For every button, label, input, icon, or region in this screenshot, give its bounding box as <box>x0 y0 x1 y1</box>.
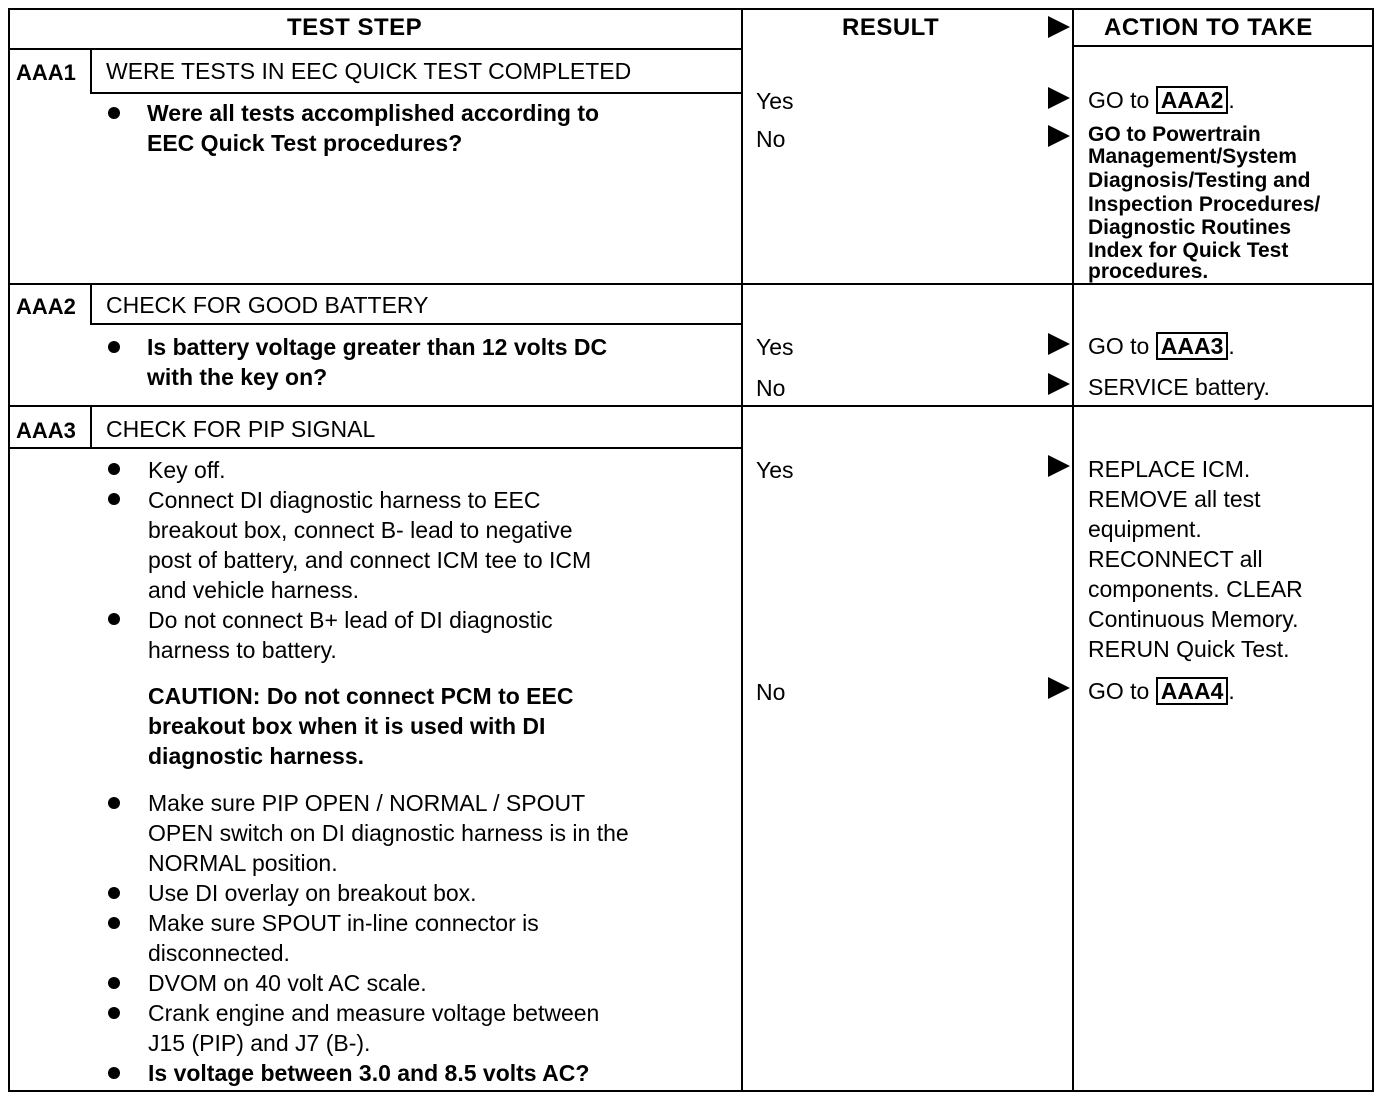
result-arrow-icon <box>1048 677 1070 699</box>
step-id-aaa2: AAA2 <box>16 294 76 319</box>
step-question-aaa1-line2: EEC Quick Test procedures? <box>147 130 463 156</box>
step-aaa3-line-7: harness to battery. <box>148 637 337 663</box>
step-id-aaa3: AAA3 <box>16 418 76 443</box>
step-id-divider-aaa2 <box>90 283 92 325</box>
step-title-aaa2: CHECK FOR GOOD BATTERY <box>106 292 429 318</box>
bullet-icon <box>108 107 120 119</box>
action-aaa2-no: SERVICE battery. <box>1088 374 1270 400</box>
step-aaa3-line-19: J15 (PIP) and J7 (B-). <box>148 1030 371 1056</box>
result-aaa2-no: No <box>756 375 786 401</box>
step-aaa3-line-2: Connect DI diagnostic harness to EEC <box>148 487 541 513</box>
step-ref-aaa2-link[interactable]: AAA2 <box>1156 86 1229 114</box>
step-title-divider-aaa2 <box>90 323 743 325</box>
table-border-top <box>8 8 1374 10</box>
column-divider-result <box>741 8 743 1092</box>
action-aaa3-yes-line5: components. CLEAR <box>1088 576 1303 602</box>
action-aaa3-yes-line4: RECONNECT all <box>1088 546 1263 572</box>
action-aaa1-yes-suffix: . <box>1228 87 1235 113</box>
step-id-divider-aaa3 <box>90 405 92 449</box>
step-ref-aaa4-link[interactable]: AAA4 <box>1156 677 1229 705</box>
step-question-aaa1-line1: Were all tests accomplished according to <box>147 100 600 126</box>
step-aaa3-line-17: DVOM on 40 volt AC scale. <box>148 970 427 996</box>
bullet-icon <box>108 463 120 475</box>
header-action: ACTION TO TAKE <box>1104 14 1313 41</box>
bullet-icon <box>108 341 120 353</box>
table-border-right <box>1372 8 1374 1092</box>
step-aaa3-line-3: breakout box, connect B- lead to negative <box>148 517 573 543</box>
action-aaa2-yes-suffix: . <box>1228 333 1235 359</box>
result-arrow-icon <box>1048 87 1070 109</box>
column-divider-action <box>1072 8 1074 1092</box>
action-aaa1-no-line4: Inspection Procedures/ <box>1088 193 1321 216</box>
row-divider-aaa2 <box>8 283 1374 285</box>
result-arrow-icon <box>1048 373 1070 395</box>
row-divider-aaa3 <box>8 405 1374 407</box>
step-aaa3-line-13: NORMAL position. <box>148 850 338 876</box>
step-aaa3-line-16: disconnected. <box>148 940 290 966</box>
action-aaa3-yes-line7: RERUN Quick Test. <box>1088 636 1290 662</box>
action-aaa3-no-suffix: . <box>1228 678 1235 704</box>
action-aaa1-no-line6: Index for Quick Test <box>1088 239 1289 262</box>
result-aaa2-yes: Yes <box>756 334 794 360</box>
step-aaa3-line-15: Make sure SPOUT in-line connector is <box>148 910 539 936</box>
step-question-aaa2-line2: with the key on? <box>147 364 328 390</box>
step-aaa3-line-12: OPEN switch on DI diagnostic harness is in the <box>148 820 629 846</box>
action-aaa1-yes <box>1088 86 1235 114</box>
bullet-icon <box>108 887 120 899</box>
header-divider <box>8 48 743 50</box>
result-arrow-icon <box>1048 455 1070 477</box>
table-border-bottom <box>8 1090 1374 1092</box>
bullet-icon <box>108 1067 120 1079</box>
step-title-aaa1: WERE TESTS IN EEC QUICK TEST COMPLETED <box>106 58 632 84</box>
action-aaa3-yes-line1: REPLACE ICM. <box>1088 456 1251 482</box>
action-aaa1-no-line1: GO to Powertrain <box>1088 123 1261 146</box>
caution-line-3: diagnostic harness. <box>148 743 365 769</box>
step-question-aaa2-line1: Is battery voltage greater than 12 volts DC <box>147 334 608 360</box>
header-test-step: TEST STEP <box>287 14 423 41</box>
caution-line-1: CAUTION: Do not connect PCM to EEC <box>148 683 574 709</box>
action-aaa3-no <box>1088 677 1235 705</box>
action-aaa1-no-line3: Diagnosis/Testing and <box>1088 169 1311 192</box>
result-arrow-icon <box>1048 333 1070 355</box>
result-aaa1-no: No <box>756 126 786 152</box>
action-aaa1-no-line7: procedures. <box>1088 260 1209 283</box>
step-aaa3-line-6: Do not connect B+ lead of DI diagnostic <box>148 607 553 633</box>
step-id-divider-aaa1 <box>90 48 92 92</box>
table-border-left <box>8 8 10 1092</box>
step-ref-aaa3-link[interactable]: AAA3 <box>1156 332 1229 360</box>
step-title-divider-aaa3 <box>8 447 743 449</box>
step-aaa3-line-14: Use DI overlay on breakout box. <box>148 880 477 906</box>
bullet-icon <box>108 977 120 989</box>
action-aaa2-yes-text: GO to <box>1088 333 1156 359</box>
step-question-aaa3: Is voltage between 3.0 and 8.5 volts AC? <box>148 1060 590 1086</box>
action-aaa1-no-line5: Diagnostic Routines <box>1088 216 1292 239</box>
bullet-icon <box>108 1007 120 1019</box>
step-id-aaa1: AAA1 <box>16 60 76 85</box>
action-aaa3-no-text: GO to <box>1088 678 1156 704</box>
bullet-icon <box>108 613 120 625</box>
header-arrow-icon <box>1048 16 1070 38</box>
action-aaa3-yes-line2: REMOVE all test <box>1088 486 1261 512</box>
bullet-icon <box>108 493 120 505</box>
step-aaa3-line-1: Key off. <box>148 457 226 483</box>
header-result: RESULT <box>842 14 940 41</box>
action-aaa2-yes <box>1088 332 1235 360</box>
action-aaa1-no-line2: Management/System <box>1088 145 1297 168</box>
action-aaa3-yes-line6: Continuous Memory. <box>1088 606 1299 632</box>
bullet-icon <box>108 797 120 809</box>
bullet-icon <box>108 917 120 929</box>
result-aaa3-no: No <box>756 679 786 705</box>
step-aaa3-line-18: Crank engine and measure voltage between <box>148 1000 600 1026</box>
action-aaa1-yes-text: GO to <box>1088 87 1156 113</box>
step-title-divider-aaa1 <box>90 92 743 94</box>
result-arrow-icon <box>1048 125 1070 147</box>
action-aaa3-yes-line3: equipment. <box>1088 516 1202 542</box>
step-aaa3-line-11: Make sure PIP OPEN / NORMAL / SPOUT <box>148 790 586 816</box>
step-aaa3-line-5: and vehicle harness. <box>148 577 359 603</box>
step-title-aaa3: CHECK FOR PIP SIGNAL <box>106 416 376 442</box>
result-aaa1-yes: Yes <box>756 88 794 114</box>
caution-line-2: breakout box when it is used with DI <box>148 713 546 739</box>
header-divider-action <box>1072 45 1374 47</box>
result-aaa3-yes: Yes <box>756 457 794 483</box>
step-aaa3-line-4: post of battery, and connect ICM tee to ICM <box>148 547 592 573</box>
